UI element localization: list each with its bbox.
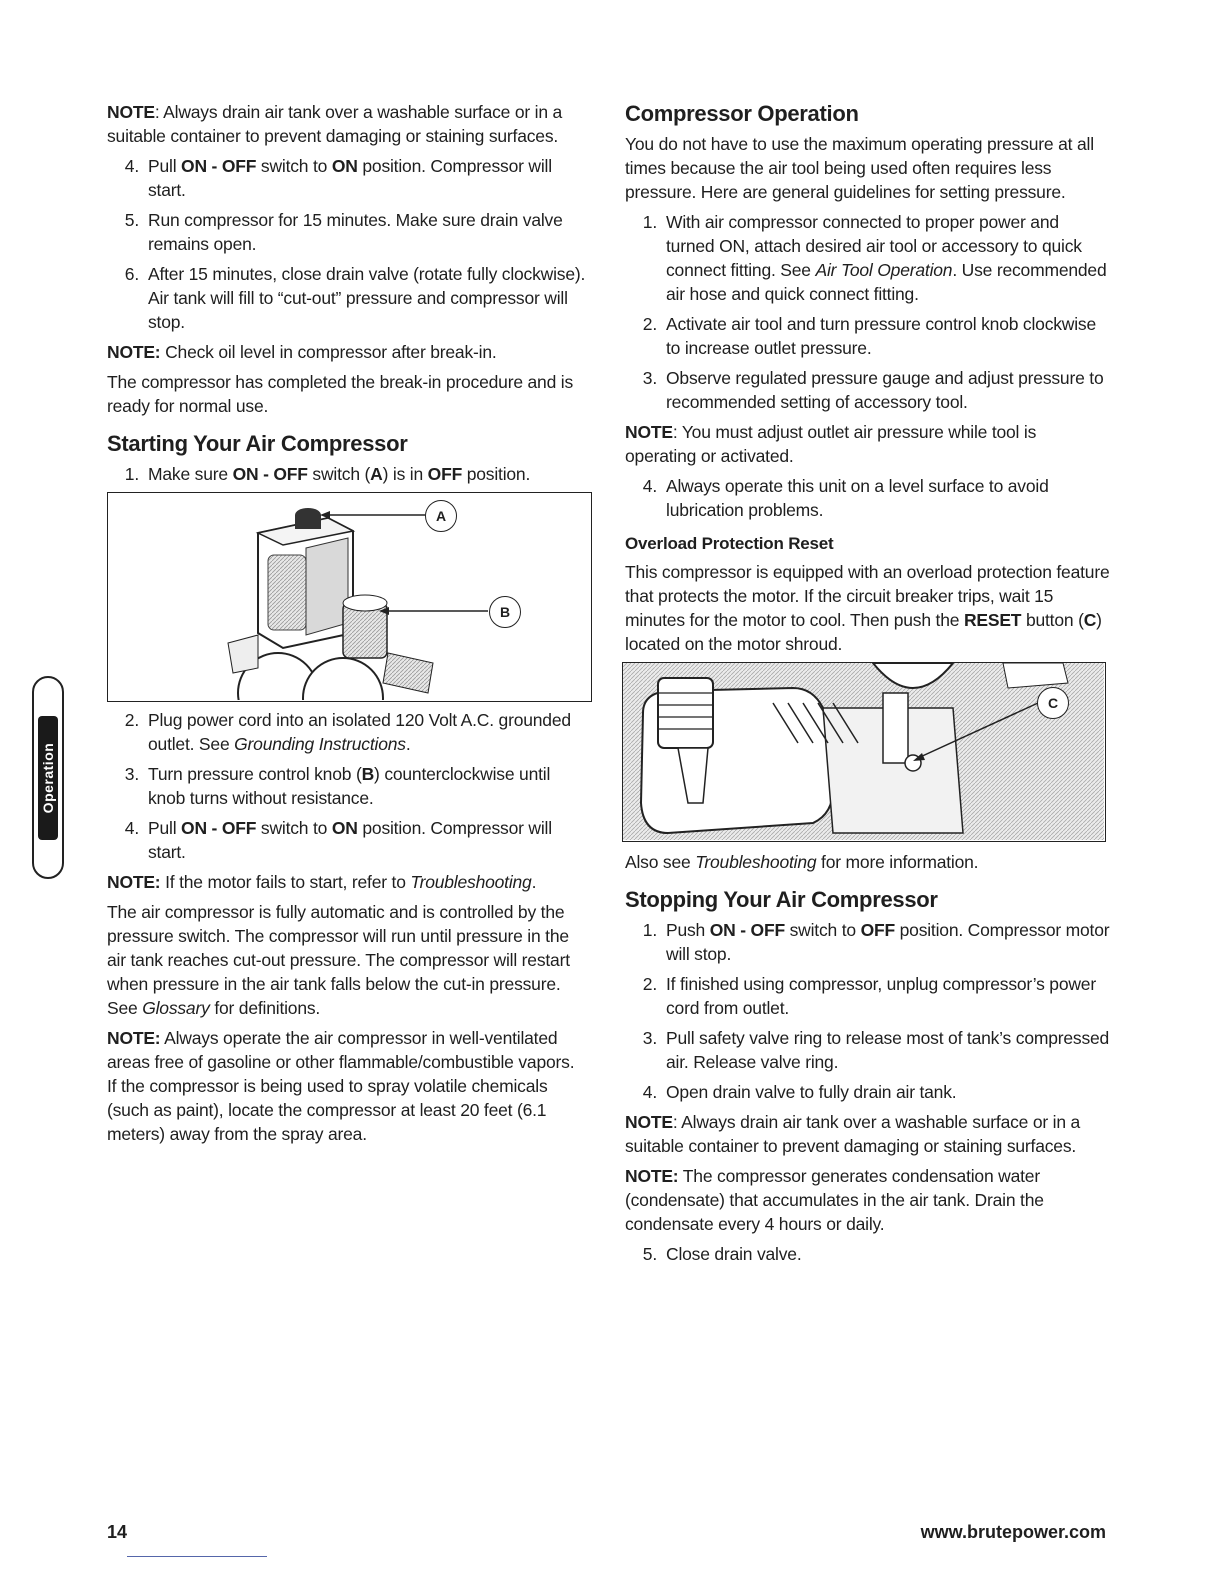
heading-operation: Compressor Operation xyxy=(625,101,859,126)
note-drain-surface: NOTE: Always drain air tank over a washable surface or in a suitable container to prevent damaging or staining surfaces. xyxy=(625,1112,1081,1156)
list-item: 2. Activate air tool and turn pressure control knob clockwise to increase outlet pressure. xyxy=(642,314,1097,358)
section-tab-label: Operation xyxy=(40,742,56,814)
callout-c: C xyxy=(1037,687,1069,719)
pressure-switch-illustration xyxy=(108,493,590,700)
page-number: 14 xyxy=(107,1522,128,1542)
note-outlet-pressure: NOTE: You must adjust outlet air pressure while tool is operating or activated. xyxy=(625,422,1037,466)
list-item: 1. Make sure ON - OFF switch (A) is in OFF position. xyxy=(124,464,531,484)
subheading-overload: Overload Protection Reset xyxy=(625,534,834,553)
heading-stopping: Stopping Your Air Compressor xyxy=(625,887,938,912)
list-item: 5. Close drain valve. xyxy=(642,1244,802,1264)
list-item: 4. Always operate this unit on a level surface to avoid lubrication problems. xyxy=(642,476,1049,520)
list-item: 3. Observe regulated pressure gauge and adjust pressure to recommended setting of accessory tool. xyxy=(642,368,1104,412)
note-drain: NOTE: Always drain air tank over a washable surface or in a suitable container to prevent damaging or staining surfaces. xyxy=(107,102,563,146)
callout-b: B xyxy=(489,596,521,628)
list-item: 4. Open drain valve to fully drain air tank. xyxy=(642,1082,957,1102)
footer-rule xyxy=(127,1556,267,1557)
paragraph-automatic: The air compressor is fully automatic and is controlled by the pressure switch. The compressor will run until pressure in the air tank reaches cut-out pressure. The compressor will restart when pressure in the air tank falls below the cut-in pressure. See Glossary for definitions. xyxy=(107,902,570,1018)
list-item: 4. Pull ON - OFF switch to ON position. Compressor will start. xyxy=(124,156,552,200)
note-condensate: NOTE: The compressor generates condensation water (condensate) that accumulates in the air tank. Drain the condensate every 4 hours or daily. xyxy=(625,1166,1044,1234)
list-item: 1. Push ON - OFF switch to OFF position. Compressor motor will stop. xyxy=(642,920,1110,964)
heading-starting: Starting Your Air Compressor xyxy=(107,431,408,456)
note-oil: NOTE: Check oil level in compressor after break-in. xyxy=(107,342,497,362)
list-item: 2. Plug power cord into an isolated 120 Volt A.C. grounded outlet. See Grounding Instructions. xyxy=(124,710,571,754)
list-item: 5. Run compressor for 15 minutes. Make sure drain valve remains open. xyxy=(124,210,563,254)
paragraph-overload: This compressor is equipped with an overload protection feature that protects the motor. If the circuit breaker trips, wait 15 minutes for the motor to cool. Then push the RESET button (C) located on the motor shroud. xyxy=(625,562,1110,654)
pressure-switch-figure xyxy=(107,492,592,702)
motor-shroud-illustration xyxy=(623,663,1104,840)
list-item: 4. Pull ON - OFF switch to ON position. Compressor will start. xyxy=(124,818,552,862)
website-url: www.brutepower.com xyxy=(920,1522,1106,1542)
list-item: 3. Pull safety valve ring to release most of tank’s compressed air. Release valve ring. xyxy=(642,1028,1110,1072)
motor-shroud-figure xyxy=(622,662,1106,842)
callout-a: A xyxy=(425,500,457,532)
paragraph-breakin-complete: The compressor has completed the break-in procedure and is ready for normal use. xyxy=(107,372,574,416)
list-item: 1. With air compressor connected to proper power and turned ON, attach desired air tool or accessory to quick connect fitting. See Air Tool Operation. Use recommended air hose and quick connect fitting. xyxy=(642,212,1107,304)
left-column xyxy=(107,100,587,1152)
list-item: 2. If finished using compressor, unplug compressor’s power cord from outlet. xyxy=(642,974,1096,1018)
note-ventilation: NOTE: Always operate the air compressor in well-ventilated areas free of gasoline or other flammable/combustible vapors. If the compressor is being used to spray volatile chemicals (such as paint), locate the compressor at least 20 feet (6.1 meters) away from the spray area. xyxy=(107,1028,575,1144)
list-item: 6. After 15 minutes, close drain valve (rotate fully clockwise). Air tank will fill to “cut-out” pressure and compressor will stop. xyxy=(124,264,586,332)
paragraph-operation-intro: You do not have to use the maximum operating pressure at all times because the air tool being used often requires less pressure. Here are general guidelines for setting pressure. xyxy=(625,134,1094,202)
list-item: 3. Turn pressure control knob (B) counterclockwise until knob turns without resistance. xyxy=(124,764,551,808)
note-motor-fail: NOTE: If the motor fails to start, refer to Troubleshooting. xyxy=(107,872,537,892)
paragraph-also-see: Also see Troubleshooting for more information. xyxy=(625,852,979,872)
right-column xyxy=(625,100,1110,1272)
